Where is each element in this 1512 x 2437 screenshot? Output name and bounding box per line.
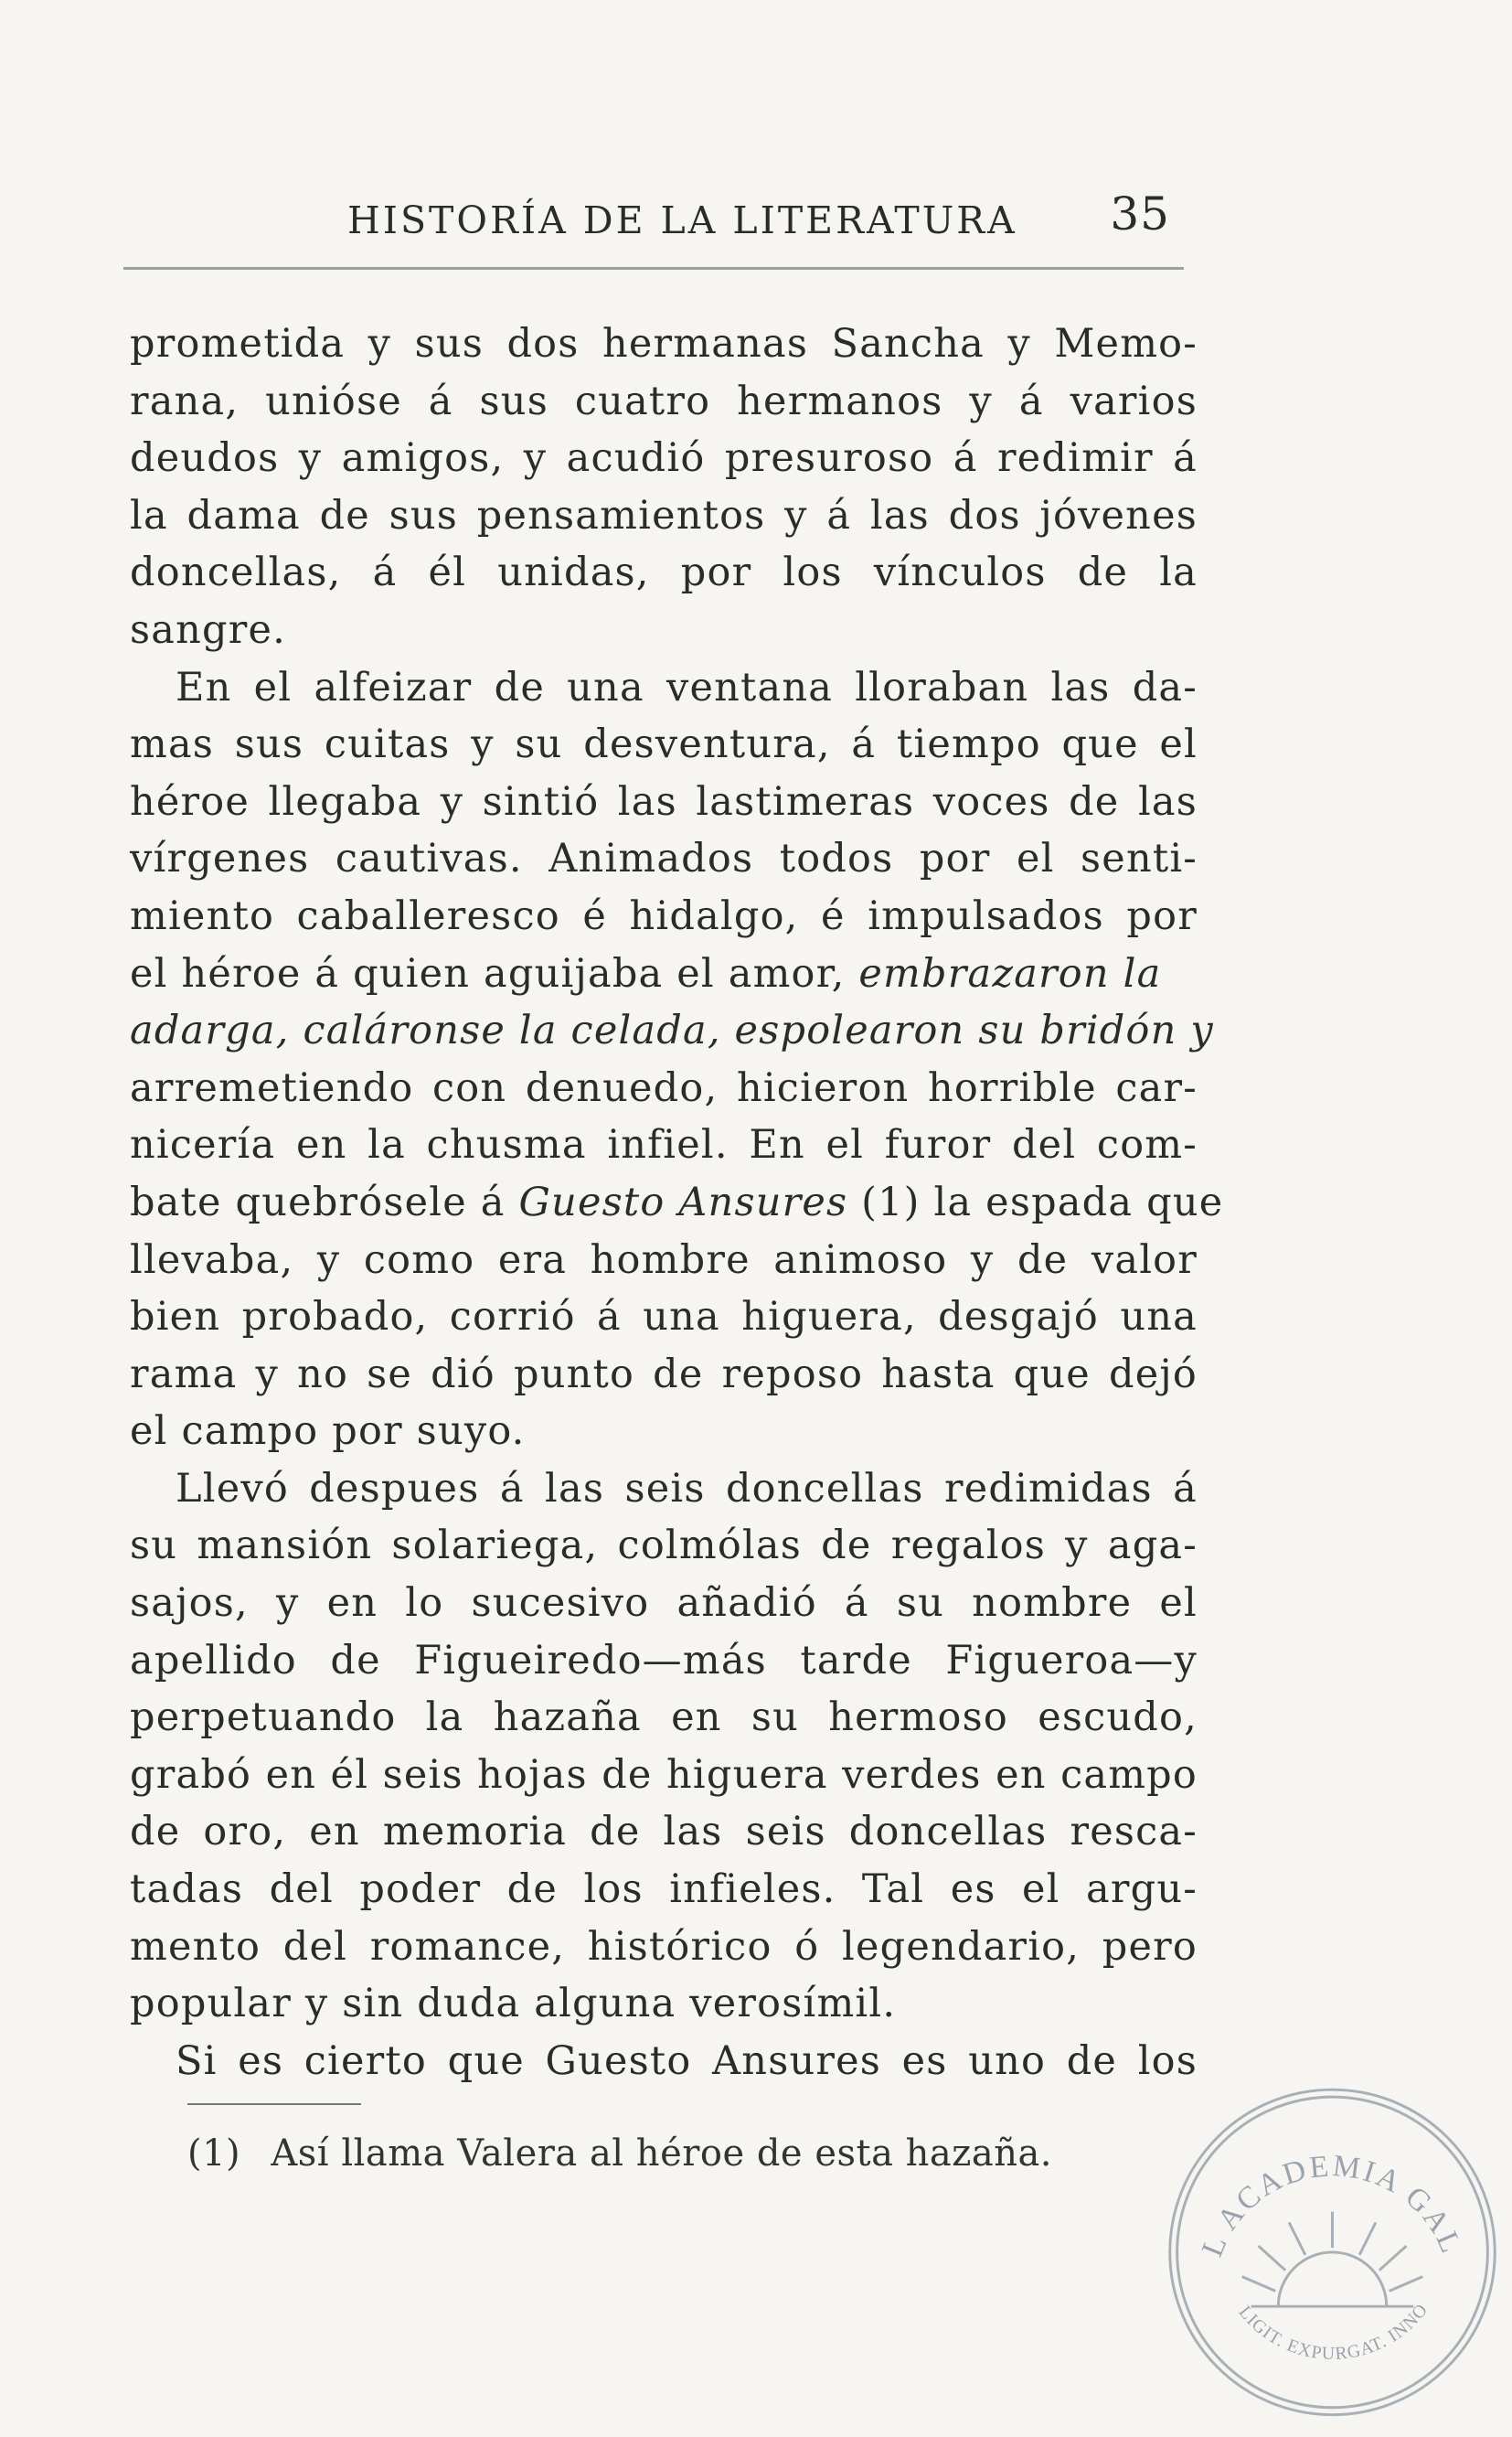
text-line: En el alfeizar de una ventana lloraban las da-	[176, 664, 1198, 711]
text-line: héroe llegaba y sintió las lastimeras voces de las	[130, 778, 1198, 825]
text-line: sangre.	[130, 606, 286, 653]
text-line: de oro, en memoria de las seis doncellas resca-	[130, 1809, 1198, 1855]
text-line: nicería en la chusma infiel. En el furor del com-	[130, 1122, 1198, 1169]
text-line: rama y no se dió punto de reposo hasta que dejó	[130, 1351, 1198, 1397]
stamp-graphic	[1152, 2062, 1512, 2433]
stamp-sun-icon	[1278, 2252, 1387, 2306]
italic-phrase: embrazaron la	[858, 950, 1162, 997]
text-line: su mansión solariega, colmólas de regalos y aga-	[130, 1523, 1198, 1569]
header-rule	[123, 267, 1184, 270]
text-line: deudos y amigos, y acudió presuroso á redimir á	[130, 435, 1198, 482]
text-line: Si es cierto que Guesto Ansures es uno de los	[176, 2037, 1198, 2084]
text-segment: el héroe á quien aguijaba el amor,	[130, 950, 846, 997]
footnote	[187, 2132, 1102, 2175]
text-segment: (1) la espada que	[847, 1179, 1224, 1225]
text-line: popular y sin duda alguna verosímil.	[130, 1981, 897, 2027]
body-text	[130, 315, 1224, 2090]
text-line: apellido de Figueiredo—más tarde Figueroa—y	[130, 1637, 1198, 1683]
text-line-italic: adarga, caláronse la celada, espolearon su bridón y	[130, 1008, 1214, 1054]
text-line: arremetiendo con denuedo, hicieron horrible car-	[130, 1064, 1198, 1111]
text-line: perpetuando la hazaña en su hermoso escudo,	[130, 1694, 1198, 1741]
text-line: sajos, y en lo sucesivo añadió á su nombre el	[130, 1580, 1198, 1627]
text-line: Llevó despues á las seis doncellas redimidas á	[176, 1465, 1198, 1512]
stamp-text-bottom-path: LIGIT. EXPURGAT. INNO	[1234, 2299, 1432, 2364]
text-line: mento del romance, histórico ó legendario, pero	[130, 1923, 1198, 1970]
text-line: grabó en él seis hojas de higuera verdes en campo	[130, 1751, 1198, 1798]
running-head: HISTORÍA DE LA LITERATURA	[347, 198, 1017, 242]
text-line: doncellas, á él unidas, por los vínculos de la	[130, 550, 1198, 596]
text-line-mixed	[130, 1174, 1224, 1232]
text-line: el campo por suyo.	[130, 1408, 526, 1455]
page-number: 35	[1110, 187, 1170, 240]
text-line: la dama de sus pensamientos y á las dos jóvenes	[130, 492, 1198, 539]
text-line: vírgenes cautivas. Animados todos por el senti-	[130, 836, 1198, 882]
text-segment: bate quebrósele á	[130, 1179, 506, 1225]
text-line: llevaba, y como era hombre animoso y de valor	[130, 1236, 1198, 1283]
text-line: miento caballeresco é hidalgo, é impulsados por	[130, 892, 1198, 939]
stamp-text-top-path: L ACADEMIA GAL	[1195, 2148, 1469, 2261]
footnote-text: Así llama Valera al héroe de esta hazaña.	[271, 2132, 1053, 2175]
italic-name: Guesto Ansures	[518, 1179, 848, 1225]
footnote-rule	[187, 2103, 361, 2105]
text-line: tadas del poder de los infieles. Tal es el argu-	[130, 1866, 1198, 1913]
footnote-marker: (1)	[187, 2132, 241, 2175]
library-stamp	[1152, 2062, 1512, 2433]
page-header	[347, 187, 1170, 251]
text-line-mixed	[130, 946, 1198, 1003]
text-line: mas sus cuitas y su desventura, á tiempo que el	[130, 721, 1198, 768]
text-line: bien probado, corrió á una higuera, desgajó una	[130, 1294, 1198, 1341]
text-line: prometida y sus dos hermanas Sancha y Memo-	[130, 321, 1198, 367]
text-line: rana, unióse á sus cuatro hermanos y á varios	[130, 378, 1198, 424]
